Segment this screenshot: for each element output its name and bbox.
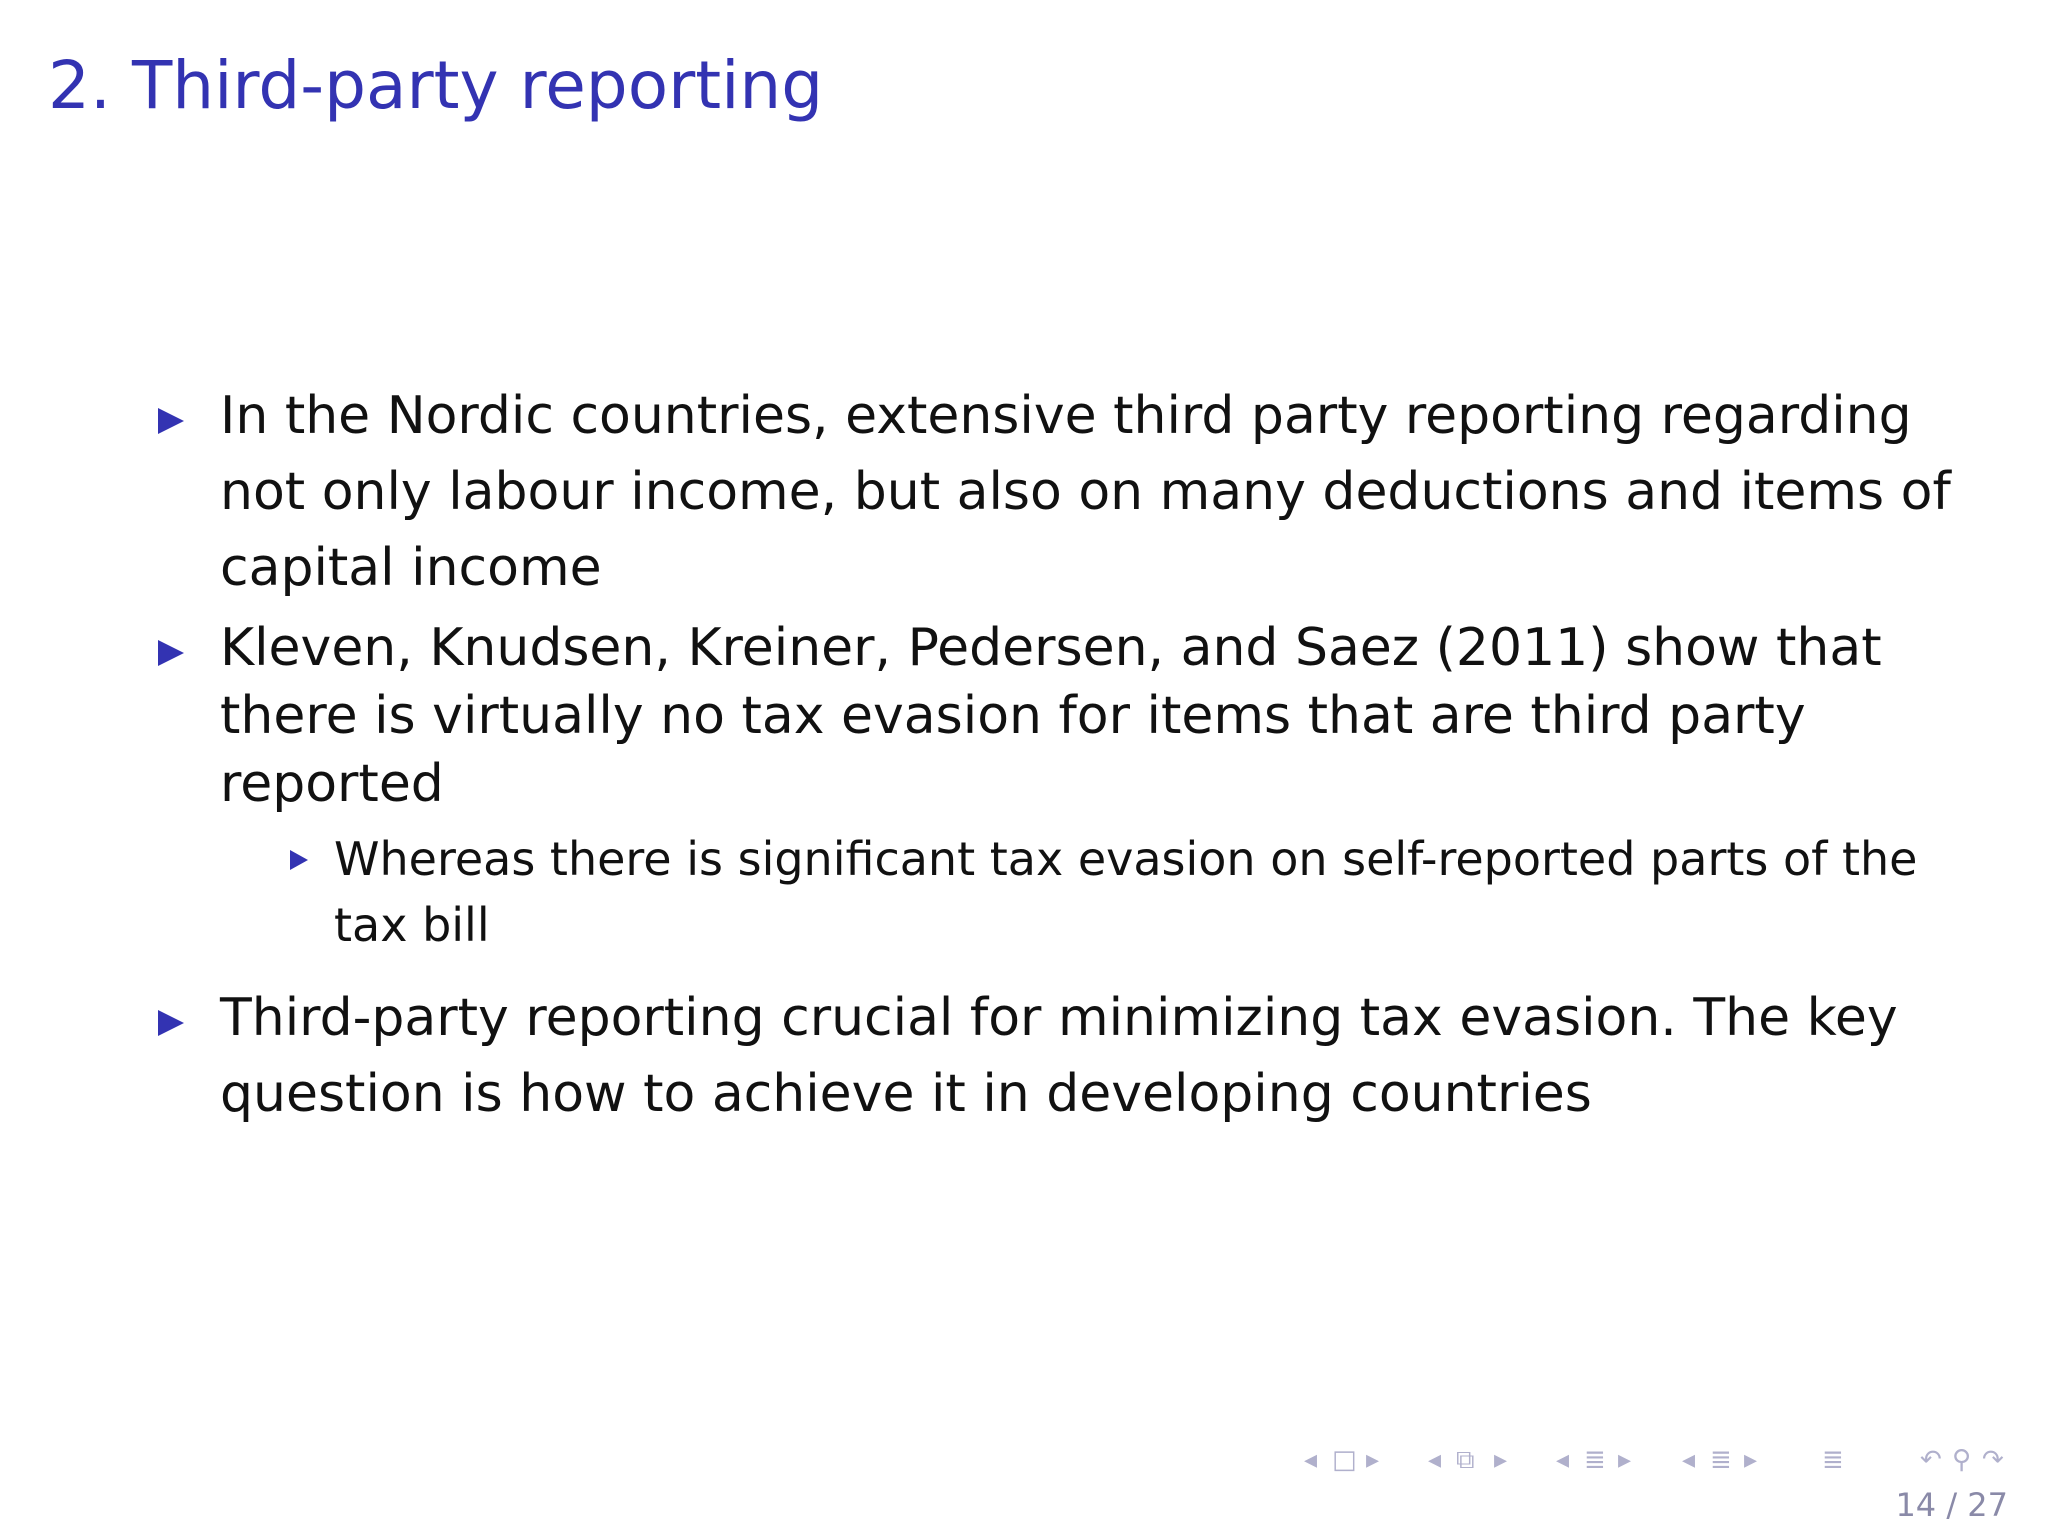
nav-next-arrow-icon[interactable]: ▸ bbox=[1618, 1445, 1632, 1475]
page-number: 14 / 27 bbox=[1895, 1486, 2008, 1524]
bullet-text: In the Nordic countries, extensive third party reporting regarding not only labour income, but also on many deductions and items of capital income bbox=[220, 386, 1951, 598]
bullet-item bbox=[150, 378, 1970, 606]
sub-bullet-triangle-icon bbox=[290, 850, 308, 870]
subsection-icon[interactable]: ⧉ bbox=[1456, 1445, 1475, 1475]
bullet-triangle-icon bbox=[158, 408, 184, 434]
section-icon[interactable]: ≣ bbox=[1584, 1445, 1606, 1475]
bullet-item bbox=[150, 614, 1970, 818]
back-icon[interactable]: ↶ bbox=[1920, 1445, 1942, 1475]
bullet-text: Third-party reporting crucial for minimizing tax evasion. The key question is how to achieve it in developing countries bbox=[220, 988, 1898, 1124]
bullet-triangle-icon bbox=[158, 1010, 184, 1036]
forward-icon[interactable]: ↷ bbox=[1982, 1445, 2004, 1475]
sub-bullet-item bbox=[150, 826, 1970, 958]
search-icon[interactable]: ⚲ bbox=[1952, 1445, 1972, 1475]
sub-bullet-text: Whereas there is significant tax evasion on self-reported parts of the tax bill bbox=[334, 832, 1918, 952]
nav-prev-arrow-icon[interactable]: ◂ bbox=[1556, 1445, 1570, 1475]
beamer-navigation-bar bbox=[1300, 1444, 2040, 1476]
frame-icon[interactable]: □ bbox=[1332, 1445, 1357, 1475]
bullet-triangle-icon bbox=[158, 640, 184, 666]
nav-next-arrow-icon[interactable]: ▸ bbox=[1494, 1445, 1508, 1475]
bullet-list bbox=[150, 378, 1970, 1132]
nav-next-arrow-icon[interactable]: ▸ bbox=[1744, 1445, 1758, 1475]
nav-next-arrow-icon[interactable]: ▸ bbox=[1366, 1445, 1380, 1475]
nav-prev-arrow-icon[interactable]: ◂ bbox=[1682, 1445, 1696, 1475]
bullet-text: Kleven, Knudsen, Kreiner, Pedersen, and Saez (2011) show that there is virtually no tax evasion for items that are third party reported bbox=[220, 618, 1882, 814]
slide-title: 2. Third-party reporting bbox=[48, 47, 824, 124]
nav-prev-arrow-icon[interactable]: ◂ bbox=[1428, 1445, 1442, 1475]
bullet-item bbox=[150, 980, 1970, 1132]
nav-prev-arrow-icon[interactable]: ◂ bbox=[1304, 1445, 1318, 1475]
section-icon[interactable]: ≣ bbox=[1710, 1445, 1732, 1475]
document-icon[interactable]: ≣ bbox=[1822, 1445, 1844, 1475]
